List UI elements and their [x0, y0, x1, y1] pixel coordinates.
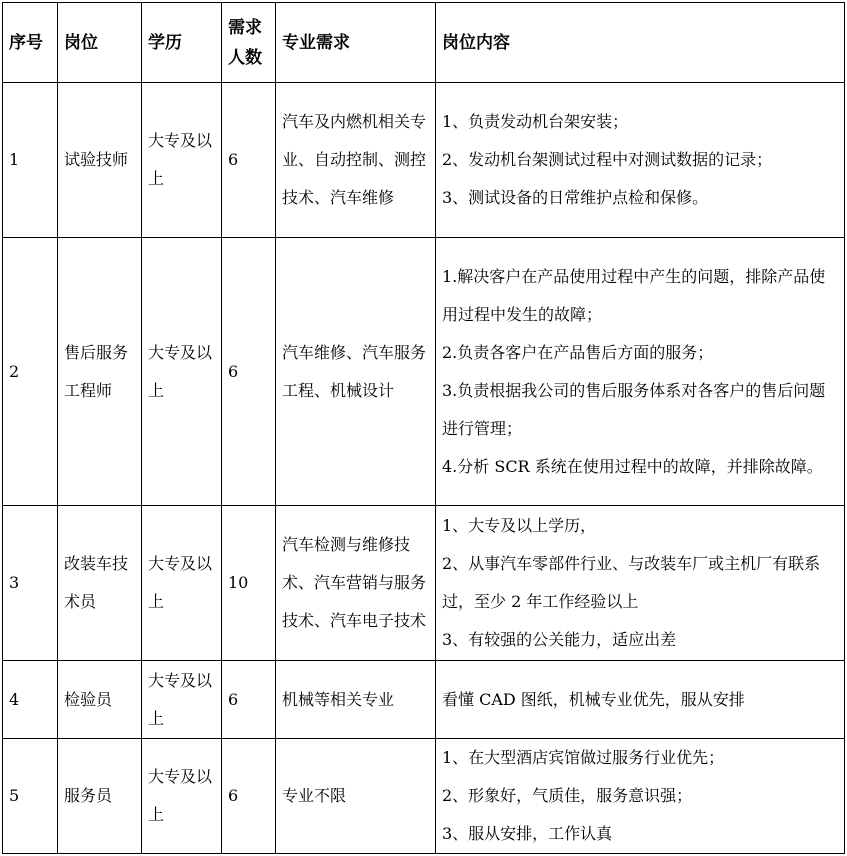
cell-education: 大专及以上 [142, 83, 222, 238]
cell-position: 试验技师 [58, 83, 142, 238]
cell-position: 售后服务工程师 [58, 238, 142, 506]
cell-position: 改装车技术员 [58, 506, 142, 661]
cell-position: 服务员 [58, 739, 142, 854]
cell-major: 汽车维修、汽车服务工程、机械设计 [276, 238, 436, 506]
cell-seq: 2 [3, 238, 58, 506]
cell-education: 大专及以上 [142, 238, 222, 506]
recruitment-table [2, 2, 845, 854]
cell-major: 专业不限 [276, 739, 436, 854]
content-line: 看懂 CAD 图纸，机械专业优先，服从安排 [442, 689, 745, 709]
table-row [3, 506, 845, 661]
cell-count: 6 [222, 739, 276, 854]
header-count: 需求人数 [222, 3, 276, 83]
cell-content [436, 661, 845, 739]
cell-seq: 4 [3, 661, 58, 739]
cell-content [436, 739, 845, 854]
cell-seq: 5 [3, 739, 58, 854]
content-line: 2.负责各客户在产品售后方面的服务； [442, 342, 714, 362]
table-row [3, 238, 845, 506]
cell-content [436, 83, 845, 238]
content-line: 2、从事汽车零部件行业、与改装车厂或主机厂有联系过，至少 2 年工作经验以上 [442, 554, 821, 611]
cell-content [436, 506, 845, 661]
table-row [3, 661, 845, 739]
cell-seq: 3 [3, 506, 58, 661]
cell-count: 6 [222, 83, 276, 238]
content-line: 3、服从安排，工作认真 [442, 824, 613, 843]
table-row [3, 83, 845, 238]
cell-major: 汽车检测与维修技术、汽车营销与服务技术、汽车电子技术 [276, 506, 436, 661]
cell-count: 6 [222, 661, 276, 739]
table-header-row [3, 3, 845, 83]
header-content: 岗位内容 [436, 3, 845, 83]
cell-education: 大专及以上 [142, 506, 222, 661]
cell-major: 汽车及内燃机相关专业、自动控制、测控技术、汽车维修 [276, 83, 436, 238]
cell-count: 6 [222, 238, 276, 506]
content-line: 3、测试设备的日常维护点检和保修。 [442, 188, 709, 207]
cell-education: 大专及以上 [142, 661, 222, 739]
cell-count: 10 [222, 506, 276, 661]
content-line: 1、在大型酒店宾馆做过服务行业优先； [442, 748, 725, 767]
cell-content [436, 238, 845, 506]
content-line: 2、发动机台架测试过程中对测试数据的记录； [442, 150, 773, 169]
cell-education: 大专及以上 [142, 739, 222, 854]
header-education: 学历 [142, 3, 222, 83]
header-position: 岗位 [58, 3, 142, 83]
content-line: 3.负责根据我公司的售后服务体系对各客户的售后问题进行管理； [442, 380, 826, 438]
content-line: 3、有较强的公关能力，适应出差 [442, 630, 677, 649]
content-line: 2、形象好，气质佳，服务意识强； [442, 786, 693, 805]
table-row [3, 739, 845, 854]
cell-major: 机械等相关专业 [276, 661, 436, 739]
content-line: 1、负责发动机台架安装； [442, 112, 629, 131]
cell-position: 检验员 [58, 661, 142, 739]
content-line: 4.分析 SCR 系统在使用过程中的故障，并排除故障。 [442, 456, 823, 476]
header-major: 专业需求 [276, 3, 436, 83]
cell-seq: 1 [3, 83, 58, 238]
content-line: 1、大专及以上学历， [442, 516, 597, 535]
header-seq: 序号 [3, 3, 58, 83]
content-line: 1.解决客户在产品使用过程中产生的问题，排除产品使用过程中发生的故障； [442, 266, 826, 324]
